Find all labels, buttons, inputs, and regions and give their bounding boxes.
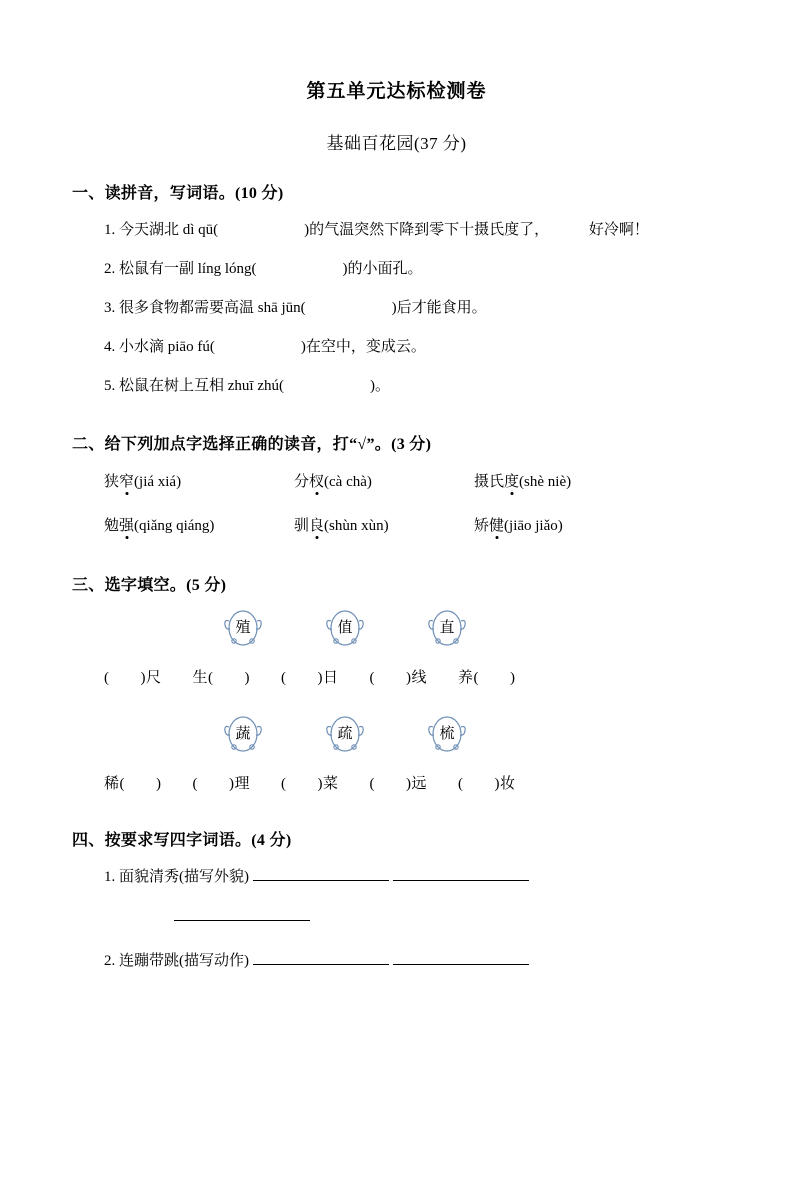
item-text-before: 松鼠有一副 líng lóng(: [119, 261, 257, 277]
pinyin-choice-3[interactable]: [474, 466, 571, 498]
character-bubble-shu3: [426, 715, 468, 753]
word-part: 摄氏: [474, 474, 505, 490]
question-1-body: [72, 215, 721, 401]
pinyin-choice-5[interactable]: [294, 510, 474, 542]
question-1-item-2: [104, 254, 721, 284]
character-bubble-zhi3: [426, 609, 468, 647]
bubble-char: 蔬: [235, 726, 251, 742]
question-3-fill-row-2[interactable]: 稀( ) ( )理 ( )菜 ( )远 ( )妆: [104, 776, 516, 792]
answer-line[interactable]: [253, 947, 389, 965]
bubble-char: 梳: [439, 726, 455, 742]
character-bubble-shu1: [222, 715, 264, 753]
character-bubble-zhi1: [222, 609, 264, 647]
item-number: 1.: [104, 869, 116, 885]
question-2-heading: 二、给下列加点字选择正确的读音，打“√”。(3 分): [72, 436, 432, 453]
bubble-char: 直: [439, 620, 455, 636]
question-3-heading: 三、选字填空。(5 分): [72, 577, 227, 594]
word-part: 分: [294, 474, 310, 490]
question-1-item-4: [104, 332, 721, 362]
answer-line[interactable]: [393, 863, 529, 881]
pinyin-options: (jiāo jiǎo): [504, 518, 563, 534]
dotted-char: 度: [504, 474, 520, 490]
item-text-after: )的气温突然下降到零下十摄氏度了，: [304, 222, 550, 238]
question-2-row-1: [104, 466, 721, 498]
item-text-after: )。: [369, 378, 390, 394]
item-number: 3.: [104, 300, 116, 316]
item-text-line2: 好冷啊！: [588, 222, 649, 238]
pinyin-choice-4[interactable]: [104, 510, 294, 542]
dotted-char: 良: [309, 518, 325, 534]
word-part: 驯: [294, 518, 310, 534]
question-1-item-1: [104, 215, 721, 245]
item-text-before: 小水滴 piāo fú(: [119, 339, 215, 355]
question-4-heading: 四、按要求写四字词语。(4 分): [72, 832, 292, 849]
item-text: 连蹦带跳(描写动作): [119, 953, 249, 969]
dotted-char: 强: [119, 518, 135, 534]
question-1-heading: 一、读拼音，写词语。(10 分): [72, 185, 284, 202]
question-3-circle-row-1: [72, 609, 721, 647]
dotted-char: 杈: [309, 474, 325, 490]
answer-line[interactable]: [393, 947, 529, 965]
item-text-before: 很多食物都需要高温 shā jūn(: [119, 300, 306, 316]
dotted-char: 窄: [119, 474, 135, 490]
pinyin-choice-6[interactable]: [474, 510, 563, 542]
pinyin-options: (shè niè): [519, 474, 572, 490]
bubble-char: 殖: [235, 620, 251, 636]
word-part: 狭: [104, 474, 120, 490]
bubble-char: 值: [337, 620, 353, 636]
page-title: 第五单元达标检测卷: [306, 81, 487, 102]
item-number: 4.: [104, 339, 116, 355]
question-4-item-1: [104, 862, 721, 932]
question-3-fill-row-1[interactable]: ( )尺 生( ) ( )日 ( )线 养( ): [104, 670, 516, 686]
dotted-char: 健: [489, 518, 505, 534]
question-1-item-5: [104, 371, 721, 401]
pinyin-options: (qiǎng qiáng): [134, 518, 215, 534]
pinyin-choice-2[interactable]: [294, 466, 474, 498]
item-text-before: 今天湖北 dì qū(: [119, 222, 219, 238]
answer-line[interactable]: [174, 903, 310, 921]
pinyin-choice-1[interactable]: [104, 466, 294, 498]
item-text-after: )后才能食用。: [391, 300, 487, 316]
item-text-after: )在空中，变成云。: [300, 339, 426, 355]
question-2-row-2: [104, 510, 721, 542]
exam-page: [0, 76, 793, 1198]
item-text-before: 松鼠在树上互相 zhuī zhú(: [119, 378, 284, 394]
pinyin-options: (shùn xùn): [324, 518, 389, 534]
item-number: 2.: [104, 953, 116, 969]
question-3-circle-row-2: [72, 715, 721, 753]
word-part: 矫: [474, 518, 490, 534]
bubble-char: 疏: [337, 726, 353, 742]
item-text: 面貌清秀(描写外貌): [119, 869, 249, 885]
pinyin-options: (jiá xiá): [134, 474, 182, 490]
pinyin-options: (cà chà): [324, 474, 372, 490]
question-4-body: [72, 862, 721, 976]
question-1-item-3: [104, 293, 721, 323]
item-number: 2.: [104, 261, 116, 277]
word-part: 勉: [104, 518, 120, 534]
character-bubble-zhi2: [324, 609, 366, 647]
question-4-item-2: [104, 946, 721, 976]
section-title: 基础百花园(37 分): [326, 134, 467, 153]
answer-line[interactable]: [253, 863, 389, 881]
item-number: 5.: [104, 378, 116, 394]
question-4-item-1-extra: [174, 902, 721, 932]
item-text-after: )的小面孔。: [342, 261, 423, 277]
item-number: 1.: [104, 222, 116, 238]
character-bubble-shu2: [324, 715, 366, 753]
